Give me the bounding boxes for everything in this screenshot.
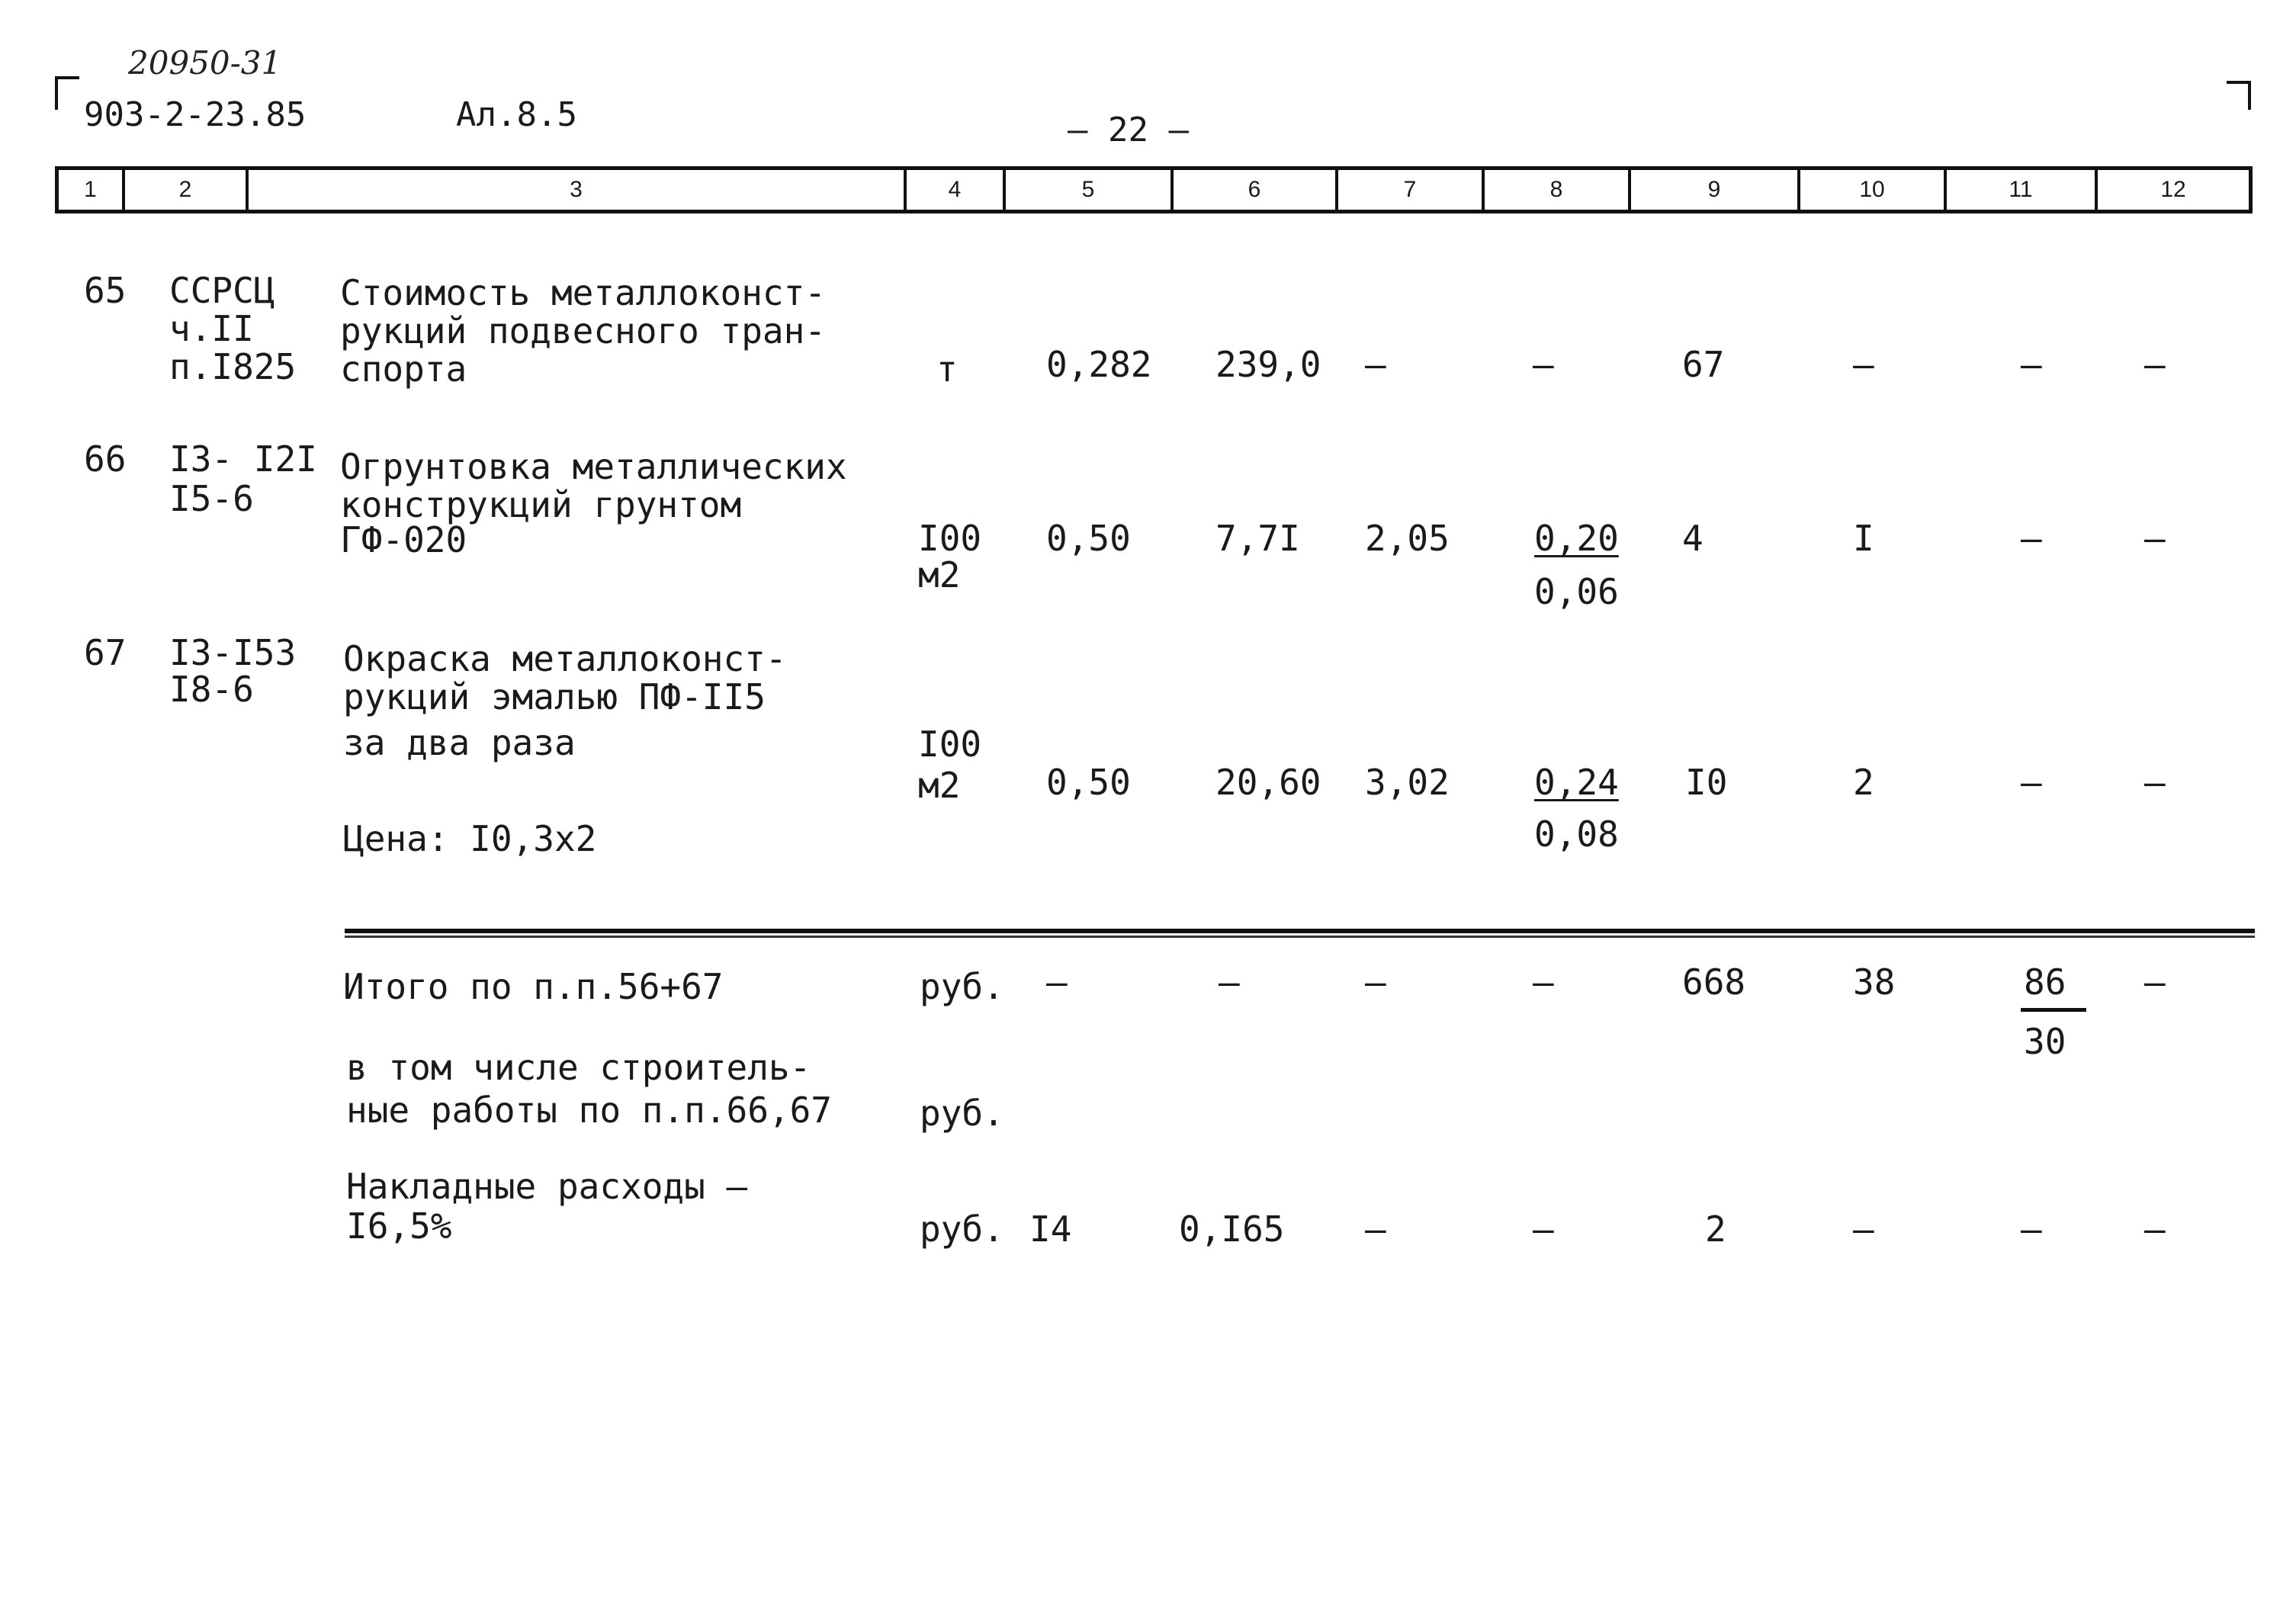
column-number: 10 (1800, 170, 1947, 210)
cell-c12: – (2144, 518, 2166, 559)
document-code: 903-2-23.85 (84, 95, 307, 134)
column-number-header (55, 166, 2253, 213)
unit-cost: 7,7I (1215, 518, 1300, 559)
sheet-label: Ал.8.5 (456, 95, 577, 134)
work-description: Окраска металлоконст- (343, 638, 787, 679)
unit: I00 (918, 724, 982, 765)
row-number: 67 (84, 632, 127, 673)
cell-c12: – (2144, 1209, 2166, 1250)
work-description: рукций подвесного тран- (340, 310, 826, 351)
cell-c12: – (2144, 344, 2166, 385)
overhead-label: Накладные расходы – (346, 1166, 748, 1207)
column-number: 6 (1174, 170, 1338, 210)
corner-mark-right (2227, 81, 2251, 110)
norm-code: п.I825 (169, 346, 297, 387)
totals-label: Итого по п.п.56+67 (343, 966, 724, 1007)
cell-c11-denominator: 30 (2024, 1021, 2066, 1062)
column-number: 9 (1631, 170, 1800, 210)
norm-code: I3-I53 (169, 632, 297, 673)
cell-c8-numerator: 0,20 (1534, 518, 1619, 559)
handwritten-number: 20950-31 (128, 44, 282, 82)
cell-c10: I (1853, 518, 1874, 559)
norm-code: ССРСЦ (169, 270, 275, 311)
work-description: спорта (340, 348, 467, 390)
norm-code: ч.II (169, 308, 254, 349)
cell-c10: 38 (1853, 961, 1896, 1003)
work-description: конструкций грунтом (340, 484, 742, 525)
unit: I00 (918, 518, 982, 559)
cell-c11: – (2021, 344, 2042, 385)
page-number: — 22 — (1068, 111, 1189, 149)
column-number: 12 (2160, 177, 2186, 202)
cell-c11: – (2021, 1209, 2042, 1250)
including-label: в том числе строитель- (346, 1047, 811, 1088)
cell-c8: – (1533, 1209, 1554, 1250)
norm-code: I8-6 (169, 669, 254, 710)
cell-c7: – (1365, 344, 1386, 385)
column-number: 11 (1947, 170, 2098, 210)
cell-c9: 4 (1682, 518, 1704, 559)
work-description: рукций эмалью ПФ-II5 (343, 676, 766, 717)
column-number: 1 (59, 170, 125, 210)
column-number: 5 (1006, 170, 1174, 210)
cell-c5: I4 (1029, 1209, 1072, 1250)
cell-c12: – (2144, 961, 2166, 1003)
cell-c10: 2 (1853, 762, 1874, 803)
column-number: 7 (1338, 170, 1485, 210)
unit: руб. (920, 966, 1004, 1007)
cell-c9: 2 (1705, 1209, 1726, 1250)
cell-c6: – (1219, 961, 1240, 1003)
unit-cost: 239,0 (1215, 344, 1321, 385)
cell-c6: 0,I65 (1179, 1209, 1285, 1250)
fraction-bar (2021, 1008, 2086, 1012)
work-description: Стоимость металлоконст- (340, 272, 826, 313)
cell-c8: – (1533, 344, 1554, 385)
column-number: 2 (125, 170, 249, 210)
separator-rule-secondary (345, 936, 2255, 938)
column-number: 8 (1485, 170, 1631, 210)
cell-c11-numerator: 86 (2024, 961, 2066, 1003)
separator-rule (345, 929, 2255, 933)
work-description: за два раза (343, 722, 576, 763)
cell-c7: – (1365, 1209, 1386, 1250)
norm-code: I3- I2I (169, 438, 317, 480)
unit: м2 (918, 765, 961, 806)
cell-c7: 3,02 (1365, 762, 1450, 803)
quantity: 0,50 (1046, 518, 1131, 559)
overhead-label: I6,5% (346, 1205, 452, 1247)
cell-c8-denominator: 0,08 (1534, 814, 1619, 855)
column-number: 4 (907, 170, 1006, 210)
cell-c12: – (2144, 762, 2166, 803)
row-number: 65 (84, 270, 127, 311)
cell-c10: – (1853, 344, 1874, 385)
work-description: Огрунтовка металлических (340, 446, 847, 487)
unit: м2 (918, 554, 961, 595)
including-label: ные работы по п.п.66,67 (346, 1090, 832, 1131)
work-description: ГФ-020 (340, 519, 467, 560)
cell-c8-denominator: 0,06 (1534, 571, 1619, 612)
cell-c8: – (1533, 961, 1554, 1003)
unit-cost: 20,60 (1215, 762, 1321, 803)
cell-c7: – (1365, 961, 1386, 1003)
cell-c10: – (1853, 1209, 1874, 1250)
unit: руб. (920, 1093, 1004, 1134)
cell-c9: 668 (1682, 961, 1746, 1003)
row-number: 66 (84, 438, 127, 480)
cell-c8-numerator: 0,24 (1534, 762, 1619, 803)
unit: руб. (920, 1209, 1004, 1250)
quantity: 0,282 (1046, 344, 1152, 385)
cell-c5: – (1046, 961, 1068, 1003)
cell-c9: I0 (1685, 762, 1728, 803)
unit: т (936, 348, 958, 390)
price-note: Цена: I0,3х2 (343, 818, 597, 859)
corner-mark-left (55, 76, 79, 110)
cell-c11: – (2021, 518, 2042, 559)
cell-c7: 2,05 (1365, 518, 1450, 559)
cell-c11: – (2021, 762, 2042, 803)
cell-c9: 67 (1682, 344, 1725, 385)
norm-code: I5-6 (169, 478, 254, 519)
quantity: 0,50 (1046, 762, 1131, 803)
column-number: 3 (249, 170, 907, 210)
